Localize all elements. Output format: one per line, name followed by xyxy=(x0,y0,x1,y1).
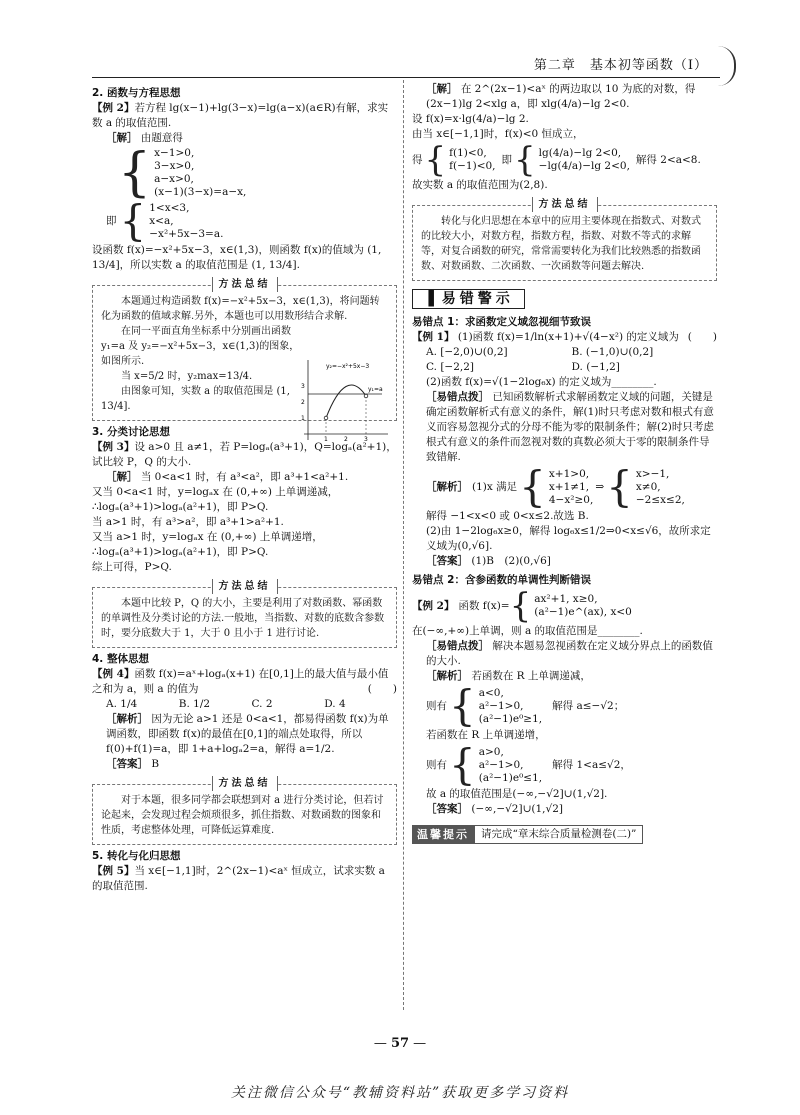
open-point xyxy=(364,394,368,398)
y-tick: 2 xyxy=(301,399,305,406)
equation-system xyxy=(426,681,717,730)
brace-icon: { xyxy=(424,140,447,180)
brace-icon: { xyxy=(119,196,147,245)
answer-line xyxy=(92,757,397,772)
section-title: 易错点 2：含参函数的单调性判断错误 xyxy=(412,574,591,586)
y-tick: 3 xyxy=(301,383,305,390)
header-decoration xyxy=(718,46,736,86)
equation-system xyxy=(106,196,397,245)
answer-paren: ( ) xyxy=(367,683,397,695)
equation-system xyxy=(412,140,717,180)
brace-icon: { xyxy=(118,143,152,203)
method-summary-box xyxy=(92,581,397,648)
answer-text: (−∞,−√2]∪(1,√2] xyxy=(471,803,563,815)
option: A. [−2,0)∪(0,2] xyxy=(426,346,508,358)
system-line: a>0, xyxy=(478,745,504,758)
solution-text: ∴logₐ(a³+1)>logₐ(a²+1)，即 P>Q. xyxy=(92,501,269,513)
brace-icon: { xyxy=(606,462,633,511)
x-tick: 1 xyxy=(324,436,328,442)
solution-line xyxy=(412,82,717,112)
box-title: 方法总结 xyxy=(212,579,278,594)
system-prefix: 即 xyxy=(501,153,513,166)
tip-line xyxy=(412,639,717,669)
system-line: x−1>0, xyxy=(154,147,195,159)
example-label: 【例 4】 xyxy=(92,668,135,680)
page-header xyxy=(0,44,800,74)
graph-label: y₁=a xyxy=(368,386,383,393)
option: C. [−2,2] xyxy=(426,361,475,373)
example-2 xyxy=(92,101,397,131)
analysis-text: 因为无论 a>1 还是 0<a<1，都易得函数 f(x)为单调函数，即函数 f(x)的最值在[0,1]的端点处取得，所以 f(0)+f(1)=a，即 1+a+logₐ2=a，解得 a=1/2. xyxy=(106,713,389,755)
method-summary-box xyxy=(412,199,717,281)
system-prefix: 则有 xyxy=(426,758,447,771)
system-line: x<a, xyxy=(149,214,174,227)
system-line: (a²−1)e⁰≥1, xyxy=(478,712,543,725)
example-text: (1)函数 f(x)=1/ln(x+1)+√(4−x²) 的定义域为 xyxy=(457,331,679,343)
section-title: 2. 函数与方程思想 xyxy=(92,87,181,99)
summary-text: 当 x=5/2 时，y₂max=13/4. xyxy=(121,371,253,382)
section-title: 5. 转化与化归思想 xyxy=(92,850,181,862)
brace-icon: { xyxy=(449,740,476,789)
equation-system xyxy=(426,462,717,511)
analysis-text: 若函数在 R 上单调递增， xyxy=(426,729,546,741)
example-4 xyxy=(92,667,397,697)
example-text: 函数 f(x)=aˣ+logₐ(x+1) 在[0,1]上的最大值与最小值之和为 a，则 a 的值为 xyxy=(92,668,389,695)
reminder-box xyxy=(412,825,717,844)
analysis-label: ［解析］ xyxy=(426,670,468,682)
equation-system xyxy=(118,143,397,203)
solution-text: 综上可得，P>Q. xyxy=(92,561,172,573)
system-line: x>−1, xyxy=(635,467,670,480)
system-line: −lg(4/a)−lg 2<0, xyxy=(538,160,630,172)
solution-label: ［解］ xyxy=(106,471,138,483)
system-line: f(1)<0, xyxy=(449,147,487,159)
example-label: 【例 2】 xyxy=(412,599,455,612)
solution-text: 当 0<a<1 时，有 a³<a²，即 a³+1<a²+1. xyxy=(140,471,349,483)
tip-text: 已知函数解析式求解函数定义域的问题，关键是确定函数解析式有意义的条件，解(1)时只考虑对数和根式有意义而容易忽视分式的分母不能为零的限制条件；解(2)时只考虑根式有意义的条件而忽视对数的真数必须大于零的限制条件导致错解. xyxy=(426,391,714,463)
system-line: −x²+5x−3=a. xyxy=(149,227,224,240)
solution-text: 设 f(x)=x·lg(4/a)−lg 2. xyxy=(412,113,529,125)
example-text: 在(−∞,+∞)上单调，则 a 的取值范围是________. xyxy=(412,625,643,637)
example-text: 若方程 lg(x−1)+lg(3−x)=lg(a−x)(a∈R)有解，求实数 a 的取值范围. xyxy=(92,102,389,129)
option: B. 1/2 xyxy=(178,698,211,710)
example-text: 当 x∈[−1,1]时，2^(2x−1)<aˣ 恒成立，试求实数 a 的取值范围. xyxy=(92,865,385,892)
example-text: 设 a>0 且 a≠1，若 P=logₐ(a³+1)，Q=logₐ(a²+1)，试比较 P，Q 的大小. xyxy=(92,441,397,468)
answer-line xyxy=(412,802,717,817)
error-example-1 xyxy=(412,330,717,345)
solution-text: 又当 0<a<1 时，y=logₐx 在 (0,+∞) 上单调递减， xyxy=(92,486,339,498)
analysis-line xyxy=(92,712,397,757)
system-prefix: (1)x 满足 xyxy=(472,480,518,493)
system-line: x+1≠1, xyxy=(548,480,590,493)
chapter-title: 第二章 基本初等函数（Ⅰ） xyxy=(533,58,708,73)
answer-text: (1)B (2)(0,√6] xyxy=(471,555,551,567)
left-column xyxy=(92,82,397,894)
summary-text: 由图象可知，实数 a 的取值范围是 (1, 13/4]. xyxy=(101,386,290,412)
graph-label: y₂=−x²+5x−3 xyxy=(326,363,370,370)
example-label: 【例 1】 xyxy=(412,331,455,343)
answer-label: ［答案］ xyxy=(426,803,468,815)
option: C. 2 xyxy=(251,698,273,710)
answer-line xyxy=(412,554,717,569)
system-line: (x−1)(3−x)=a−x, xyxy=(154,186,247,198)
right-column xyxy=(412,82,717,844)
error-example-2 xyxy=(412,586,717,626)
solution-text: 又当 a>1 时，y=logₐx 在 (0,+∞) 上单调递增， xyxy=(92,531,323,543)
brace-icon: { xyxy=(514,140,536,180)
footer-note: 关注微信公众号“教辅资料站”获取更多学习资料 xyxy=(230,1085,570,1101)
system-line: (a²−1)e^(ax), x<0 xyxy=(534,606,632,618)
system-line: a<0, xyxy=(478,686,504,699)
tip-line xyxy=(412,390,717,465)
option: A. 1/4 xyxy=(106,698,138,710)
header-rule xyxy=(92,77,720,78)
option: D. (−1,2] xyxy=(571,361,620,373)
function-graph xyxy=(296,356,392,442)
system-prefix: ⇒ xyxy=(595,480,605,493)
page-number: — 57 — xyxy=(0,1036,800,1051)
summary-text: 本题中比较 P，Q 的大小，主要是利用了对数函数、幂函数的单调性及分类讨论的方法.一般地，当指数、对数的底数含参数时，要分底数大于 1，大于 0 且小于 1 进行讨论. xyxy=(101,598,385,639)
example-5 xyxy=(92,864,397,894)
system-line: ax²+1, x≥0, xyxy=(534,593,598,605)
x-tick: 3 xyxy=(364,436,368,442)
method-summary-box xyxy=(92,778,397,845)
analysis-label: ［解析］ xyxy=(426,480,468,493)
system-line: x≠0, xyxy=(635,480,661,493)
analysis-text: (2)由 1−2log₆x≥0，解得 log₆x≤1/2⇒0<x≤√6，故所求定义域为(0,√6]. xyxy=(426,525,711,552)
open-point xyxy=(324,416,328,420)
answer-label: ［答案］ xyxy=(106,758,148,770)
parabola-curve xyxy=(326,385,366,418)
solution-text: ∴logₐ(a³+1)>logₐ(a²+1)，即 P>Q. xyxy=(92,546,269,558)
box-title: 方法总结 xyxy=(212,776,278,791)
question-text: (2)函数 f(x)=√(1−2log₆x) 的定义域为________. xyxy=(426,376,657,388)
example-text: 函数 f(x)= xyxy=(458,599,510,612)
system-line: 4−x²≥0, xyxy=(548,493,594,506)
section-title: 易错点 1：求函数定义域忽视细节致误 xyxy=(412,316,591,328)
example-label: 【例 2】 xyxy=(92,102,135,114)
solution-text: 当 a>1 时，有 a³>a²，即 a³+1>a²+1. xyxy=(92,516,284,528)
x-tick: 2 xyxy=(344,436,348,442)
system-line: 1<x<3, xyxy=(149,201,190,214)
answer-label: ［答案］ xyxy=(426,555,468,567)
solution-text: 解得 2<a<8. xyxy=(635,153,701,166)
solution-text: 由当 x∈[−1,1]时，f(x)<0 恒成立， xyxy=(412,128,584,140)
system-line: a²−1>0, xyxy=(478,699,524,712)
system-line: lg(4/a)−lg 2<0, xyxy=(538,147,622,159)
example-label: 【例 5】 xyxy=(92,865,135,877)
solution-text: 设函数 f(x)=−x²+5x−3，x∈(1,3)，则函数 f(x)的值域为 (1, 13/4]，所以实数 a 的取值范围是 (1, 13/4]. xyxy=(92,244,382,271)
analysis-text: 解得 −1<x<0 或 0<x≤2.故选 B. xyxy=(426,510,589,522)
answer-text: B xyxy=(151,758,160,770)
summary-text: 本题通过构造函数 f(x)=−x²+5x−3，x∈(1,3)，将问题转化为函数的值域求解.另外，本题也可以用数形结合求解. xyxy=(101,296,380,322)
analysis-text: 若函数在 R 上单调递减， xyxy=(471,670,591,682)
system-line: 3−x>0, xyxy=(154,160,195,172)
box-title: 方法总结 xyxy=(532,197,598,212)
equation-system xyxy=(426,740,717,789)
option: B. (−1,0)∪(0,2] xyxy=(571,346,654,358)
summary-text: 在同一平面直角坐标系中分别画出函数 y₁=a 及 y₂=−x²+5x−3，x∈(1,3)的图象，如图所示. xyxy=(101,326,300,367)
brace-icon: { xyxy=(449,681,476,730)
system-line: x+1>0, xyxy=(548,467,590,480)
solution-text: 由题意得 xyxy=(140,132,183,144)
summary-text: 对于本题，很多同学都会联想到对 a 进行分类讨论，但若讨论起来，会发现过程会烦琐很多，抓住指数、对数函数的图象和性质，考虑整体处理，可降低运算难度. xyxy=(101,795,384,836)
solution-label: ［解］ xyxy=(106,132,138,144)
solution-text: 故实数 a 的取值范围为(2,8). xyxy=(412,179,548,191)
box-title: 方法总结 xyxy=(212,277,278,292)
analysis-text: 解得 1<a≤√2， xyxy=(552,758,631,771)
system-line: f(−1)<0, xyxy=(449,160,496,172)
example-label: 【例 3】 xyxy=(92,441,135,453)
solution-text: 在 2^(2x−1)<aˣ 的两边取以 10 为底的对数，得(2x−1)lg 2<xlg a，即 xlg(4/a)−lg 2<0. xyxy=(426,83,696,110)
reminder-badge: 温馨提示 xyxy=(412,825,474,844)
section-title: 3. 分类讨论思想 xyxy=(92,426,170,438)
option: D. 4 xyxy=(324,698,346,710)
example-3 xyxy=(92,440,397,470)
system-line: a−x>0, xyxy=(154,173,194,185)
options-row xyxy=(412,345,717,375)
section-title: 4. 整体思想 xyxy=(92,653,149,665)
analysis-text: 解得 a≤−√2； xyxy=(552,699,625,712)
solution-line xyxy=(92,470,397,485)
answer-paren: ( ) xyxy=(687,331,717,343)
system-prefix: 即 xyxy=(106,214,117,227)
y-tick: 1 xyxy=(301,415,305,422)
system-line: a²−1>0, xyxy=(478,758,524,771)
tip-label: ［易错点拨］ xyxy=(426,391,489,403)
system-line: −2≤x≤2, xyxy=(635,493,685,506)
options-row xyxy=(92,697,397,712)
brace-icon: { xyxy=(519,462,546,511)
tip-text: 解决本题易忽视函数在定义域分界点上的函数值的大小. xyxy=(426,640,713,667)
column-divider xyxy=(403,80,404,1010)
error-warning-banner: ▐ 易错警示 xyxy=(412,289,525,309)
solution-label: ［解］ xyxy=(426,83,458,95)
analysis-label: ［解析］ xyxy=(106,713,148,725)
summary-text: 转化与化归思想在本章中的应用主要体现在指数式、对数式的比较大小，对数方程，指数方程，指数、对数不等式的求解等，对复合函数的研究，常常需要转化为我们比较熟悉的指数函数、对数函数、二次函数、一次函数等问题去解决. xyxy=(421,216,701,272)
reminder-text: 请完成“章末综合质量检测卷(二)” xyxy=(474,825,643,844)
tip-label: ［易错点拨］ xyxy=(426,640,489,652)
system-line: (a²−1)e⁰≤1, xyxy=(478,771,543,784)
analysis-text: 故 a 的取值范围是(−∞,−√2]∪(1,√2]. xyxy=(426,788,608,800)
brace-icon: { xyxy=(509,586,532,626)
system-prefix: 得 xyxy=(412,153,423,166)
system-prefix: 则有 xyxy=(426,699,447,712)
